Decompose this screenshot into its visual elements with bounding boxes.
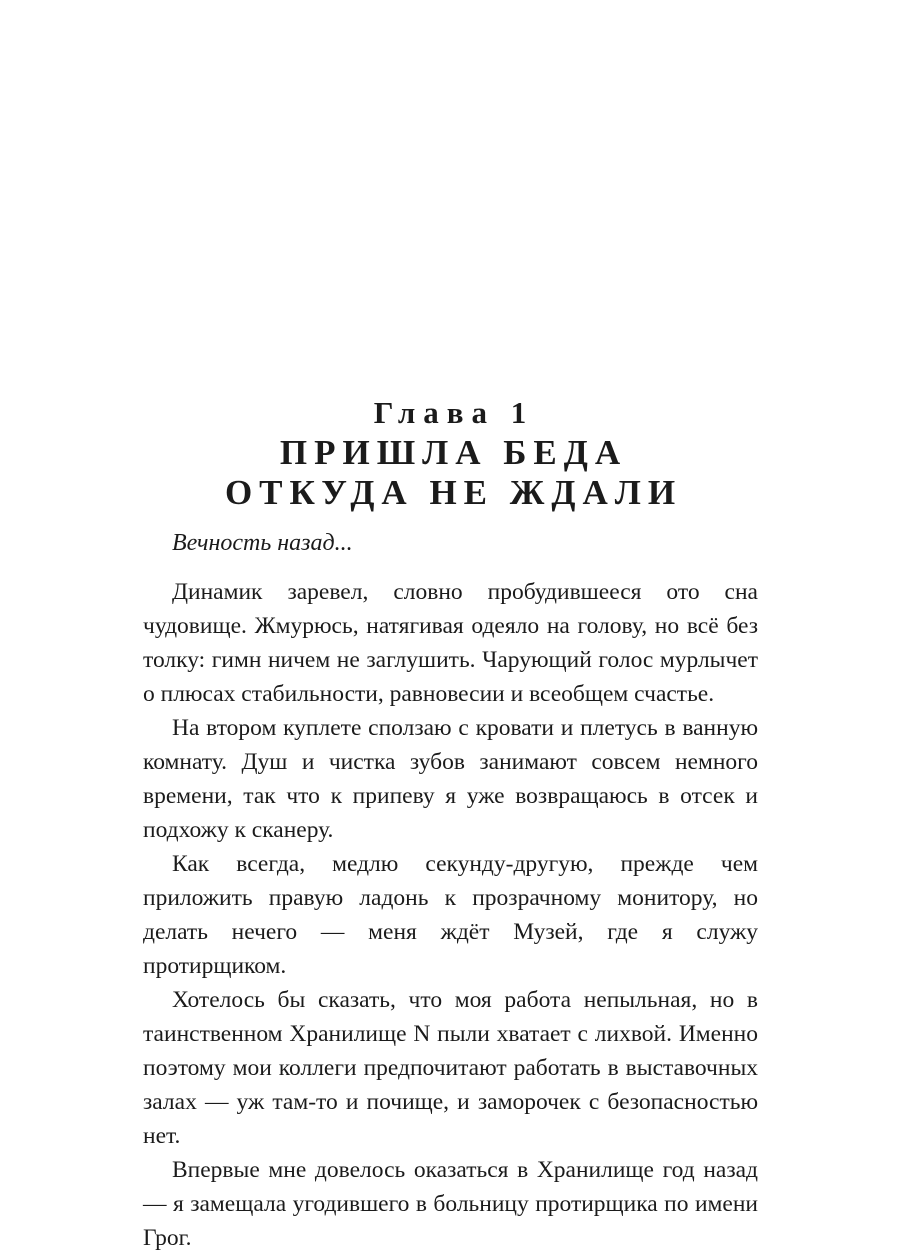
paragraph: Хотелось бы сказать, что моя работа непыльная, но в таинственном Хранилище N пыли хватает с лихвой. Именно поэтому мои коллеги предпочитают работать в выставочных залах — уж там-то и почище, и заморочек с безопасностью нет. (143, 987, 758, 1149)
paragraph: Впервые мне довелось оказаться в Хранилище год назад — я замещала угодившего в больницу протирщика по имени Грог. (143, 1157, 758, 1251)
epigraph: Вечность назад... (172, 530, 353, 556)
chapter-title-line-1: ПРИШЛА БЕДА (279, 433, 628, 472)
body-text (143, 575, 758, 1255)
paragraph: На втором куплете сползаю с кровати и плетусь в ванную комнату. Душ и чистка зубов занимают совсем немного времени, так что к припеву я уже возвращаюсь в отсек и подхожу к сканеру. (143, 715, 758, 843)
paragraph: Динамик заревел, словно пробудившееся ото сна чудовище. Жмурюсь, натягивая одеяло на голову, но всё без толку: гимн ничем не заглушить. Чарующий голос мурлычет о плюсах стабильности, равновесии и всеобщем счастье. (143, 579, 758, 707)
chapter-heading (0, 393, 900, 513)
chapter-number: Глава 1 (373, 395, 535, 430)
chapter-title-line-2: ОТКУДА НЕ ЖДАЛИ (224, 473, 683, 512)
paragraph: Как всегда, медлю секунду-другую, прежде чем приложить правую ладонь к прозрачному монитору, но делать нечего — меня ждёт Музей, где я служу протирщиком. (143, 851, 758, 979)
